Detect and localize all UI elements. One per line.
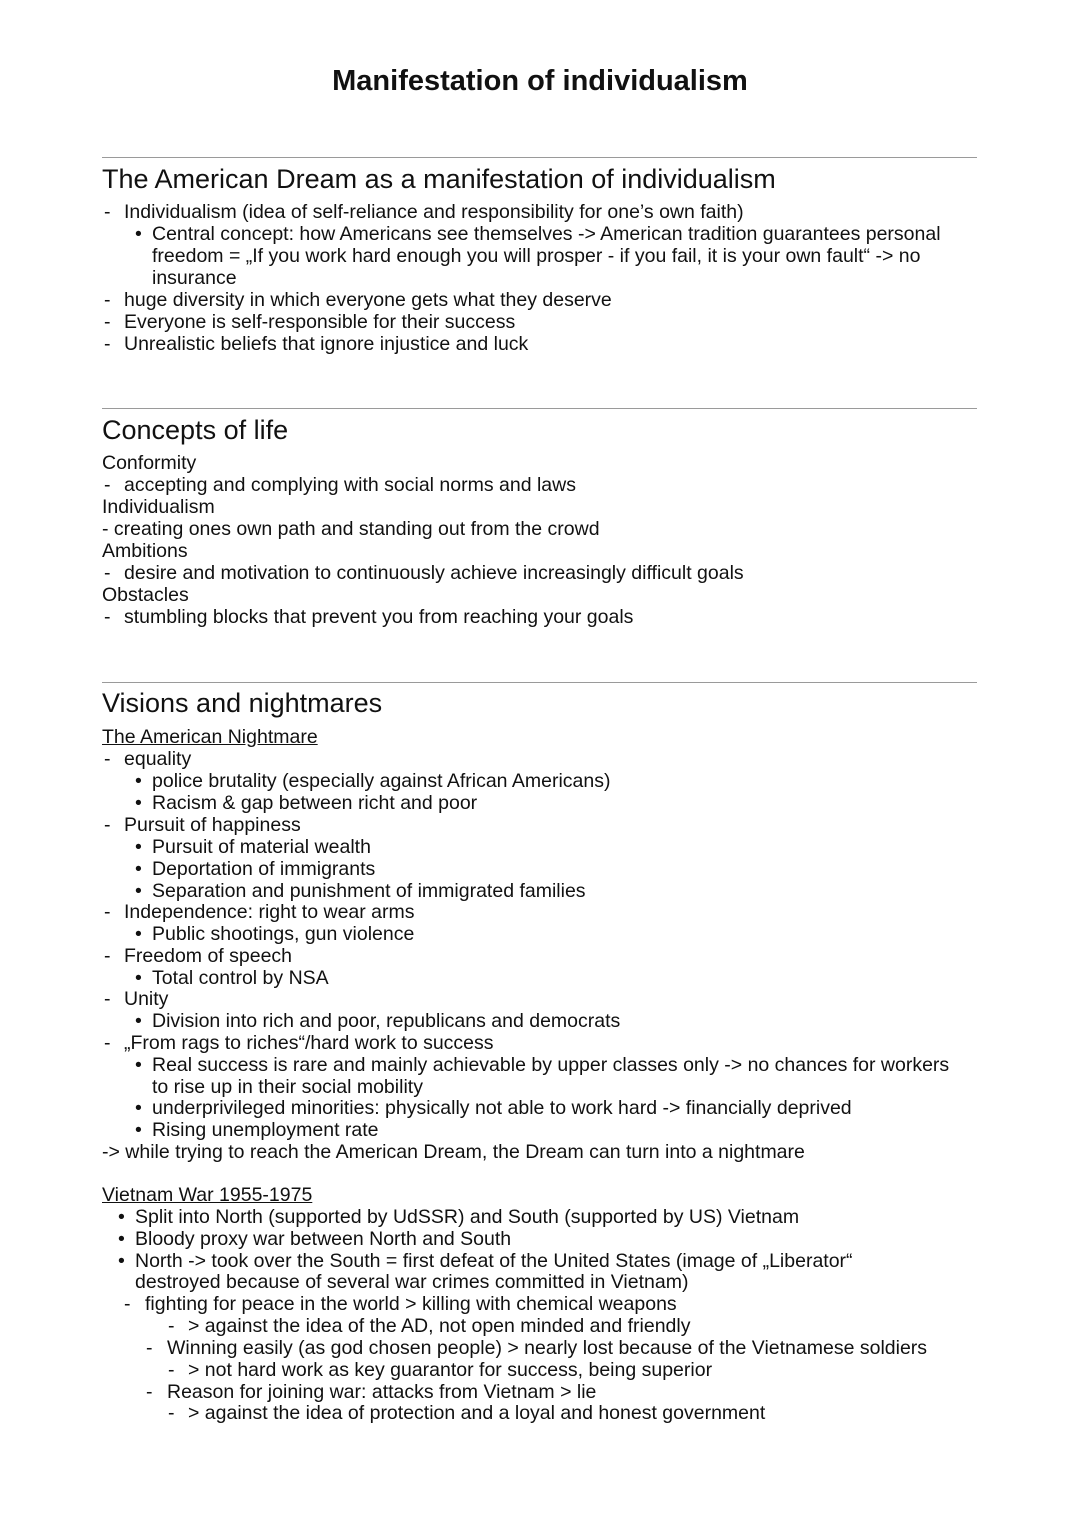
bullet-marker: • <box>135 836 142 858</box>
dash-marker: - <box>168 1402 175 1424</box>
list-item-text: North -> took over the South = first defeat of the United States (image of „Liberator“ <box>135 1250 853 1272</box>
list-item-text: Conformity <box>102 452 197 474</box>
list-item-text: Unrealistic beliefs that ignore injustice and luck <box>124 333 529 355</box>
list-item-text: Real success is rare and mainly achievable by upper classes only -> no chances for workers <box>152 1054 950 1076</box>
bullet-marker: • <box>135 1097 142 1119</box>
section-heading-visions-and-nightmares: Visions and nightmares <box>102 688 383 718</box>
dash-marker: - <box>104 289 111 311</box>
list-item-text: - creating ones own path and standing out from the crowd <box>102 518 600 540</box>
list-item-text: huge diversity in which everyone gets what they deserve <box>124 289 612 311</box>
bullet-marker: • <box>135 770 142 792</box>
list-item-text: Bloody proxy war between North and South <box>135 1228 512 1250</box>
dash-marker: - <box>104 945 111 967</box>
dash-marker: - <box>104 988 111 1010</box>
list-item-text: underprivileged minorities: physically not able to work hard -> financially deprived <box>152 1097 852 1119</box>
list-item-text: destroyed because of several war crimes committed in Vietnam) <box>135 1271 689 1293</box>
list-item-text: Division into rich and poor, republicans and democrats <box>152 1010 621 1032</box>
dash-marker: - <box>104 562 111 584</box>
list-item-text: Pursuit of material wealth <box>152 836 371 858</box>
dash-marker: - <box>168 1359 175 1381</box>
list-item-text: Total control by NSA <box>152 967 329 989</box>
dash-marker: - <box>104 333 111 355</box>
dash-marker: - <box>104 606 111 628</box>
section-divider <box>102 682 977 683</box>
bullet-marker: • <box>118 1206 125 1228</box>
list-item-text: Freedom of speech <box>124 945 293 967</box>
document-title: Manifestation of individualism <box>332 65 748 97</box>
section-divider <box>102 408 977 409</box>
list-item-text: Individualism (idea of self-reliance and responsibility for one’s own faith) <box>124 201 744 223</box>
list-item-text: Ambitions <box>102 540 188 562</box>
list-item-text: stumbling blocks that prevent you from reaching your goals <box>124 606 634 628</box>
list-item-text: Unity <box>124 988 169 1010</box>
list-item-text: Individualism <box>102 496 215 518</box>
dash-marker: - <box>104 901 111 923</box>
subheading: Vietnam War 1955-1975 <box>102 1184 313 1206</box>
list-item-text: Public shootings, gun violence <box>152 923 415 945</box>
bullet-marker: • <box>135 967 142 989</box>
list-item-text: Split into North (supported by UdSSR) and South (supported by US) Vietnam <box>135 1206 800 1228</box>
list-item-text: fighting for peace in the world > killing with chemical weapons <box>145 1293 677 1315</box>
bullet-marker: • <box>135 880 142 902</box>
list-item-text: insurance <box>152 267 237 289</box>
list-item-text: Everyone is self-responsible for their success <box>124 311 516 333</box>
dash-marker: - <box>104 311 111 333</box>
list-item-text: equality <box>124 748 192 770</box>
list-item-text: Rising unemployment rate <box>152 1119 379 1141</box>
list-item-text: Separation and punishment of immigrated families <box>152 880 586 902</box>
list-item-text: „From rags to riches“/hard work to success <box>124 1032 494 1054</box>
list-item-text: > not hard work as key guarantor for success, being superior <box>188 1359 713 1381</box>
bullet-marker: • <box>135 923 142 945</box>
dash-marker: - <box>146 1381 153 1403</box>
bullet-marker: • <box>135 1010 142 1032</box>
bullet-marker: • <box>135 858 142 880</box>
bullet-marker: • <box>118 1228 125 1250</box>
list-item-text: -> while trying to reach the American Dream, the Dream can turn into a nightmare <box>102 1141 805 1163</box>
dash-marker: - <box>104 748 111 770</box>
dash-marker: - <box>104 814 111 836</box>
section-heading-concepts-of-life: Concepts of life <box>102 415 289 445</box>
dash-marker: - <box>146 1337 153 1359</box>
section-heading-the-american-dream-as-a-manifestation-of-individualism: The American Dream as a manifestation of individualism <box>102 164 776 194</box>
bullet-marker: • <box>135 1054 142 1076</box>
dash-marker: - <box>124 1293 131 1315</box>
dash-marker: - <box>104 1032 111 1054</box>
list-item-text: Deportation of immigrants <box>152 858 376 880</box>
list-item-text: Independence: right to wear arms <box>124 901 415 923</box>
list-item-text: freedom = „If you work hard enough you will prosper - if you fail, it is your own fault“ -> no <box>152 245 921 267</box>
list-item-text: accepting and complying with social norms and laws <box>124 474 576 496</box>
list-item-text: Central concept: how Americans see themselves -> American tradition guarantees personal <box>152 223 941 245</box>
list-item-text: police brutality (especially against African Americans) <box>152 770 611 792</box>
subheading: The American Nightmare <box>102 726 318 748</box>
list-item-text: > against the idea of protection and a loyal and honest government <box>188 1402 766 1424</box>
dash-marker: - <box>104 201 111 223</box>
list-item-text: Obstacles <box>102 584 189 606</box>
dash-marker: - <box>168 1315 175 1337</box>
bullet-marker: • <box>135 792 142 814</box>
list-item-text: Racism & gap between richt and poor <box>152 792 478 814</box>
bullet-marker: • <box>135 223 142 245</box>
list-item-text: Reason for joining war: attacks from Vietnam > lie <box>167 1381 597 1403</box>
list-item-text: Winning easily (as god chosen people) > nearly lost because of the Vietnamese soldiers <box>167 1337 928 1359</box>
list-item-text: to rise up in their social mobility <box>152 1076 423 1098</box>
list-item-text: > against the idea of the AD, not open minded and friendly <box>188 1315 691 1337</box>
list-item-text: Pursuit of happiness <box>124 814 301 836</box>
section-divider <box>102 157 977 158</box>
bullet-marker: • <box>135 1119 142 1141</box>
dash-marker: - <box>104 474 111 496</box>
list-item-text: desire and motivation to continuously achieve increasingly difficult goals <box>124 562 744 584</box>
bullet-marker: • <box>118 1250 125 1272</box>
